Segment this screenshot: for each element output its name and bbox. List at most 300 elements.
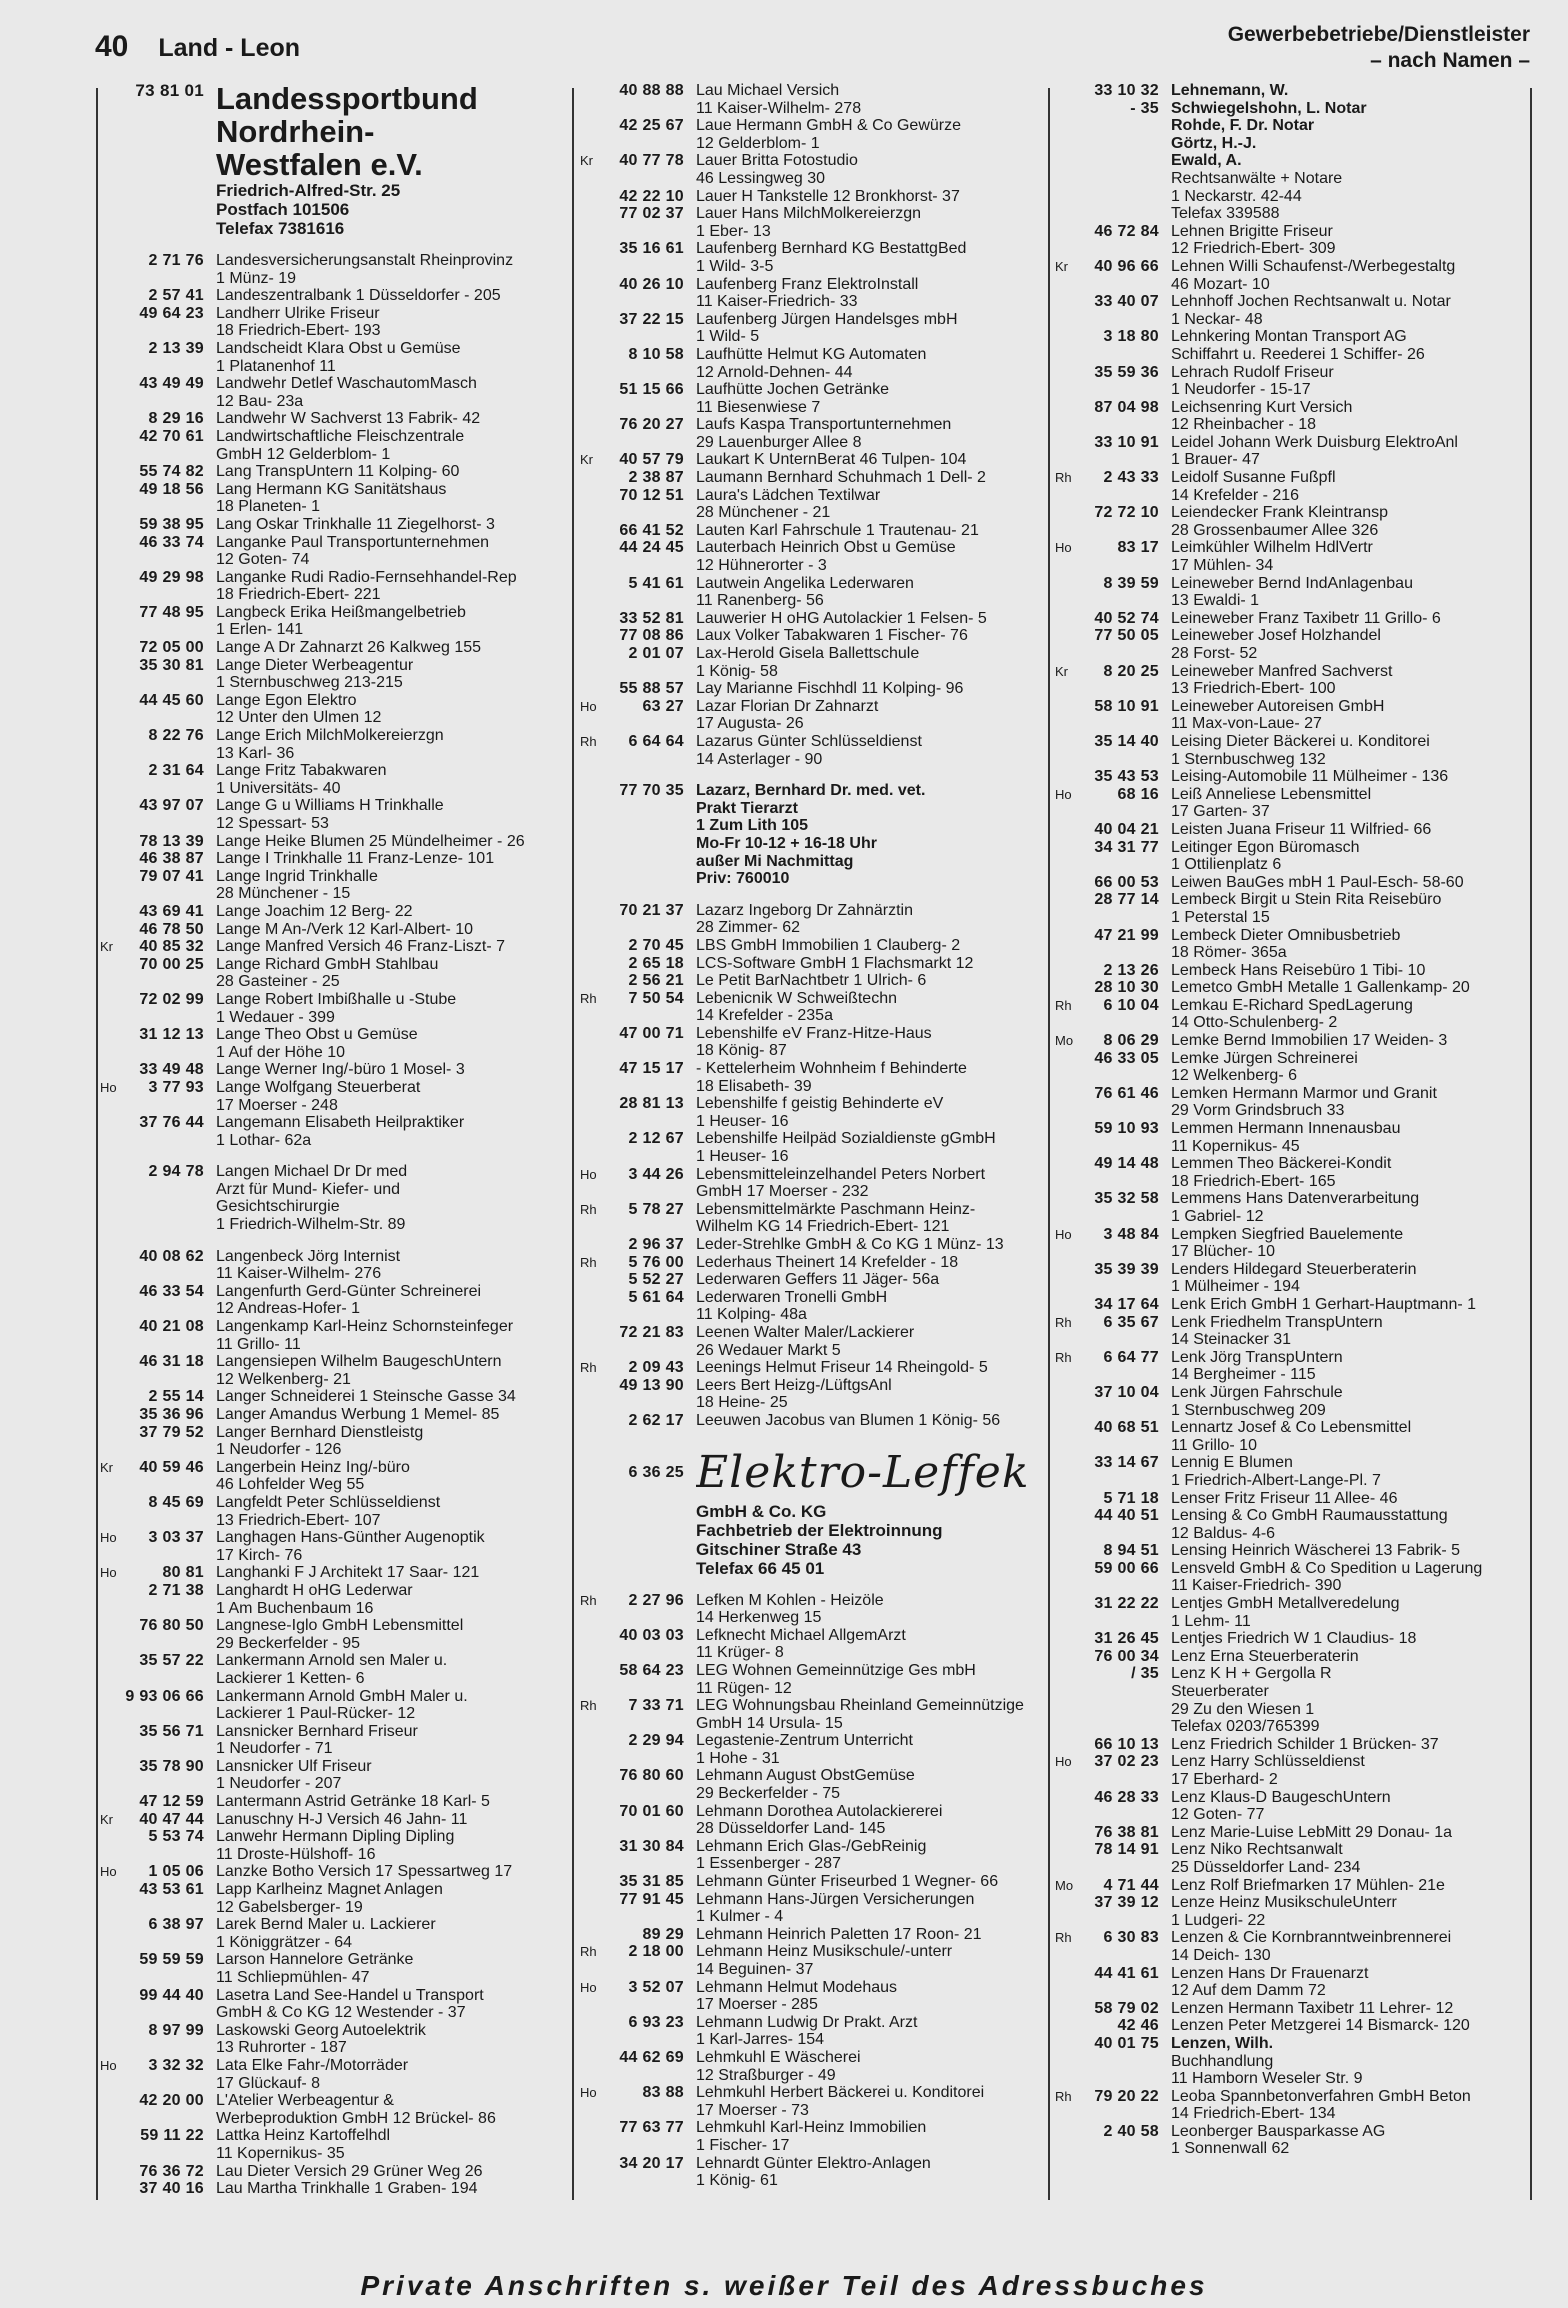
entry-name: Lange Theo Obst u Gemüse (216, 1026, 418, 1044)
entry-name: Leimkühler Wilhelm HdlVertr (1171, 539, 1373, 557)
phone-number: 5 76 00 (628, 1253, 684, 1271)
phone-number: 33 10 32 (1094, 82, 1159, 99)
district-code: Rh (1055, 470, 1072, 486)
phone-number: 58 64 23 (619, 1661, 684, 1679)
district-code (1055, 1120, 1077, 1155)
entry-name: Laufhütte Helmut KG Automaten (696, 345, 927, 363)
directory-entry (1055, 1841, 1535, 1876)
phone-number: 31 30 84 (619, 1837, 684, 1855)
phone-number: 37 22 15 (619, 310, 684, 328)
entry-detail: GmbH 17 Moerser - 232 (696, 1183, 869, 1201)
entry-detail: 1 Mülheimer - 194 (1171, 1278, 1300, 1296)
entry-name: Lensing & Co GmbH Raumausstattung (1171, 1507, 1448, 1525)
directory-entry (580, 1060, 1050, 1095)
entry-detail: 11 Kaiser-Friedrich- 33 (696, 293, 858, 311)
entry-name: Langerbein Heinz Ing/-büro (216, 1458, 410, 1476)
directory-entry (1055, 293, 1535, 328)
entry-detail: 12 Auf dem Damm 72 (1171, 1982, 1326, 2000)
phone-number: 2 27 96 (628, 1591, 684, 1609)
entry-name: Leidolf Susanne Fußpfl (1171, 469, 1336, 487)
entry-name: Lange Joachim 12 Berg- 22 (216, 902, 413, 920)
phone-number: 76 00 34 (1094, 1647, 1159, 1665)
phone-number: 66 41 52 (619, 521, 684, 539)
entry-list (1055, 82, 1535, 2158)
phone-number: 6 35 67 (1103, 1313, 1159, 1331)
district-code (1055, 1384, 1077, 1419)
directory-column-1 (100, 82, 570, 2202)
district-code (1055, 1454, 1077, 1489)
directory-entry (580, 117, 1050, 152)
directory-entry (1055, 891, 1535, 926)
entry-detail: 11 Kaiser-Wilhelm- 276 (216, 1265, 382, 1283)
entry-name: Leising Dieter Bäckerei u. Konditorei (1171, 732, 1430, 750)
phone-number: 49 64 23 (139, 304, 204, 322)
entry-name: Langen Michael Dr Dr med (216, 1163, 408, 1181)
directory-entry (1055, 328, 1535, 363)
directory-entry (1055, 1595, 1535, 1630)
district-code (580, 645, 602, 680)
directory-entry (580, 627, 1050, 645)
district-code (1055, 2035, 1077, 2053)
district-code (100, 1248, 122, 1283)
entry-detail: 11 Ranenberg- 56 (696, 592, 824, 610)
entry-detail: 11 Hamborn Weseler Str. 9 (1171, 2070, 1363, 2088)
entry-detail: 13 Karl- 36 (216, 744, 295, 762)
entry-detail: 11 Kopernikus- 35 (216, 2144, 345, 2162)
phone-number: 42 20 00 (139, 2092, 204, 2110)
entry-name: Lazar Florian Dr Zahnarzt (696, 697, 879, 715)
directory-entry (580, 2155, 1050, 2190)
entry-detail: Lackierer 1 Ketten- 6 (216, 1669, 365, 1687)
district-code: Rh (580, 1201, 597, 1217)
directory-entry (100, 938, 570, 956)
directory-entry (100, 1353, 570, 1388)
phone-number: 33 10 91 (1094, 433, 1159, 451)
entry-name: Langhanki F J Architekt 17 Saar- 121 (216, 1564, 480, 1582)
entry-name: Leenings Helmut Friseur 14 Rheingold- 5 (696, 1359, 988, 1377)
ad-address-line: Friedrich-Alfred-Str. 25 (216, 181, 401, 200)
directory-entry (1055, 539, 1535, 574)
phone-number: 6 30 83 (1103, 1929, 1159, 1947)
directory-entry (580, 381, 1050, 416)
phone-number: 35 14 40 (1094, 732, 1159, 750)
entry-detail: 13 Ruhrorter - 187 (216, 2039, 347, 2057)
entry-detail: 1 Am Buchenbaum 16 (216, 1599, 374, 1617)
entry-name: Lange Ingrid Trinkhalle (216, 867, 378, 885)
entry-name: Lange Fritz Tabakwaren (216, 762, 387, 780)
directory-entry (100, 1529, 570, 1564)
directory-entry (1055, 1314, 1535, 1349)
phone-number: 49 18 56 (139, 480, 204, 498)
directory-entry (100, 1388, 570, 1406)
entry-detail: Steuerberater (1171, 1683, 1269, 1701)
entry-detail: GmbH & Co KG 12 Westender - 37 (216, 2004, 466, 2022)
directory-entry (1055, 82, 1535, 100)
entry-detail: 17 Moerser - 248 (216, 1096, 338, 1114)
entry-name: Lemmens Hans Datenverarbeitung (1171, 1190, 1420, 1208)
entry-name: LBS GmbH Immobilien 1 Clauberg- 2 (696, 936, 961, 954)
directory-entry (100, 868, 570, 903)
phone-number: 77 63 77 (619, 2119, 684, 2137)
district-code (100, 1723, 122, 1758)
entry-name: Lehmann Helmut Modehaus (696, 1978, 898, 1996)
phone-number: 8 20 25 (1103, 662, 1159, 680)
directory-entry (1055, 1824, 1535, 1842)
entry-detail: 18 König- 87 (696, 1042, 787, 1060)
directory-entry (100, 1079, 570, 1114)
entry-name: Lange I Trinkhalle 11 Franz-Lenze- 101 (216, 850, 495, 868)
entry-detail: 12 Hühnerorter - 3 (696, 557, 827, 575)
entry-name: Langnese-Iglo GmbH Lebensmittel (216, 1617, 464, 1635)
phone-number: 2 65 18 (628, 954, 684, 972)
district-code (100, 868, 122, 903)
directory-entry (580, 205, 1050, 240)
entry-name: Rechtsanwälte + Notare (1171, 169, 1343, 187)
page-place: Land - Leon (158, 34, 301, 62)
ad-address-line: Telefax 7381616 (216, 219, 345, 238)
directory-entry (100, 1564, 570, 1582)
phone-number: 70 00 25 (139, 955, 204, 973)
directory-entry (1055, 927, 1535, 962)
entry-name: Lempken Siegfried Bauelemente (1171, 1225, 1404, 1243)
entry-name: Lasetra Land See-Handel u Transport (216, 1986, 484, 2004)
entry-detail: 12 Rheinbacher - 18 (1171, 416, 1316, 434)
phone-number: 40 85 32 (139, 938, 204, 956)
entry-name: Lange Robert Imbißhalle u -Stube (216, 990, 457, 1008)
ad-name-line: Westfalen e.V. (216, 147, 423, 182)
entry-detail: 1 Friedrich-Albert-Lange-Pl. 7 (1171, 1471, 1381, 1489)
district-code (100, 1987, 122, 2022)
directory-entry (100, 1916, 570, 1951)
phone-number: 47 21 99 (1094, 926, 1159, 944)
district-code (580, 2155, 602, 2190)
district-code (1055, 223, 1077, 258)
directory-entry (580, 1324, 1050, 1359)
phone-number: 49 14 48 (1094, 1155, 1159, 1173)
entry-detail: 28 Grossenbaumer Allee 326 (1171, 521, 1379, 539)
entry-detail: 1 Neckarstr. 42-44 (1171, 187, 1302, 205)
phone-number: 8 06 29 (1103, 1032, 1159, 1050)
directory-entry (580, 1803, 1050, 1838)
entry-detail: 29 Beckerfelder - 95 (216, 1634, 361, 1652)
entry-detail: 1 Brauer- 47 (1171, 451, 1260, 469)
directory-entry (1055, 1648, 1535, 1666)
entry-name: Langenbeck Jörg Internist (216, 1247, 401, 1265)
column-rule (572, 88, 574, 2200)
directory-entry (100, 252, 570, 287)
district-code (1055, 891, 1077, 926)
entry-detail: 18 Römer- 365a (1171, 944, 1287, 962)
entry-detail: 1 Peterstal 15 (1171, 908, 1270, 926)
directory-entry (100, 1283, 570, 1318)
entry-detail: 28 Gasteiner - 25 (216, 973, 340, 991)
entry-name: LEG Wohnungsbau Rheinland Gemeinnützige (696, 1697, 1024, 1715)
directory-entry (580, 539, 1050, 574)
phone-number: 3 44 26 (628, 1165, 684, 1183)
phone-number: 2 29 94 (628, 1732, 684, 1750)
entry-detail: 14 Steinacker 31 (1171, 1331, 1292, 1349)
district-code (1055, 1736, 1077, 1754)
phone-number: 46 33 54 (139, 1282, 204, 1300)
phone-number: 34 31 77 (1094, 838, 1159, 856)
entry-name: Lankermann Arnold GmbH Maler u. (216, 1687, 468, 1705)
directory-entry (100, 850, 570, 868)
phone-number: 70 01 60 (619, 1802, 684, 1820)
entry-detail: 1 Münz- 19 (216, 269, 297, 287)
entry-detail: 1 Wild- 3-5 (696, 257, 774, 275)
entry-detail: 1 Fischer- 17 (696, 2136, 790, 2154)
ad-address-line: Postfach 101506 (216, 200, 350, 219)
phone-number: 42 22 10 (619, 187, 684, 205)
district-code (100, 1951, 122, 1986)
entry-name: Laufenberg Franz ElektroInstall (696, 275, 919, 293)
phone-number: 44 24 45 (619, 539, 684, 557)
phone-number: 59 38 95 (139, 515, 204, 533)
phone-number: 40 88 88 (619, 82, 684, 99)
entry-name: Lange Erich MilchMolkereierzgn (216, 727, 444, 745)
entry-detail: 28 Münchener - 15 (216, 885, 351, 903)
entry-detail: 14 Beguinen- 37 (696, 1961, 814, 1978)
entry-detail: 13 Friedrich-Ebert- 107 (216, 1511, 381, 1529)
entry-name: Larek Bernd Maler u. Lackierer (216, 1916, 436, 1934)
phone-number: 40 57 79 (619, 451, 684, 469)
entry-detail: 1 Friedrich-Wilhelm-Str. 89 (216, 1216, 406, 1234)
directory-entry (580, 1412, 1050, 1430)
phone-number: 35 16 61 (619, 240, 684, 258)
entry-name: Lenders Hildegard Steuerberaterin (1171, 1260, 1417, 1278)
phone-number: 3 03 37 (148, 1529, 204, 1547)
directory-entry (1055, 1226, 1535, 1261)
district-code (1055, 1542, 1077, 1560)
phone-number: 42 46 (1117, 2017, 1159, 2035)
entry-name: Langemann Elisabeth Heilpraktiker (216, 1114, 465, 1132)
entry-detail: 11 Grillo- 11 (216, 1335, 301, 1353)
entry-name: Lehmkuhl Karl-Heinz Immobilien (696, 2119, 927, 2137)
phone-number: 40 21 08 (139, 1318, 204, 1336)
phone-number: 35 78 90 (139, 1757, 204, 1775)
district-code (1055, 82, 1077, 100)
spacer (580, 888, 1050, 902)
directory-entry (580, 1025, 1050, 1060)
entry-detail: 18 Planeten- 1 (216, 498, 321, 516)
phone-number: 6 36 25 (628, 1463, 684, 1481)
district-code (100, 516, 122, 534)
entry-name: Lensveld GmbH & Co Spedition u Lagerung (1171, 1559, 1483, 1577)
directory-entry (1055, 1454, 1535, 1489)
entry-detail: 18 Elisabeth- 39 (696, 1077, 812, 1095)
directory-entry (1055, 1753, 1535, 1788)
district-code (1055, 1648, 1077, 1666)
district-code (580, 381, 602, 416)
directory-entry (580, 1359, 1050, 1377)
phone-number: 1 05 06 (148, 1863, 204, 1881)
entry-name: Lehnkering Montan Transport AG (1171, 328, 1407, 346)
phone-number: 80 81 (162, 1564, 204, 1582)
phone-number: 76 80 50 (139, 1617, 204, 1635)
district-code (580, 972, 602, 990)
phone-number: 6 93 23 (628, 2013, 684, 2031)
district-code (580, 680, 602, 698)
phone-number: 7 33 71 (628, 1697, 684, 1715)
entry-name: Lenzen Hans Dr Frauenarzt (1171, 1964, 1369, 1982)
entry-name: Lehmann Günter Friseurbed 1 Wegner- 66 (696, 1873, 999, 1891)
district-code (1055, 962, 1077, 980)
phone-number: 2 43 33 (1103, 469, 1159, 487)
phone-number: 33 40 07 (1094, 293, 1159, 311)
phone-number: 31 12 13 (139, 1026, 204, 1044)
phone-number: 76 61 46 (1094, 1084, 1159, 1102)
phone-number: 44 41 61 (1094, 1964, 1159, 1982)
directory-entry (100, 991, 570, 1026)
directory-entry (580, 1201, 1050, 1236)
directory-entry (100, 1863, 570, 1881)
entry-name: Lederhaus Theinert 14 Krefelder - 18 (696, 1253, 959, 1271)
district-code (100, 1026, 122, 1061)
directory-entry (580, 82, 1050, 117)
phone-number: 4 71 44 (1103, 1876, 1159, 1894)
directory-entry (1055, 1789, 1535, 1824)
phone-number: 35 31 85 (619, 1873, 684, 1891)
entry-name: Lehmann August ObstGemüse (696, 1767, 915, 1785)
district-code: Ho (100, 1864, 117, 1880)
district-code (100, 1353, 122, 1388)
entry-name: Lankermann Arnold sen Maler u. (216, 1652, 448, 1670)
district-code (580, 188, 602, 206)
entry-detail: 29 Lauenburger Allee 8 (696, 433, 862, 451)
directory-entry (580, 522, 1050, 540)
entry-name: Leitinger Egon Büromasch (1171, 838, 1360, 856)
entry-name: Lange M An-/Verk 12 Karl-Albert- 10 (216, 920, 474, 938)
entry-detail: 1 Neudorfer - 126 (216, 1441, 342, 1459)
entry-name: Lensing Heinrich Wäscherei 13 Fabrik- 5 (1171, 1542, 1461, 1560)
district-code (1055, 1560, 1077, 1595)
district-code: Kr (100, 1811, 113, 1827)
district-code: Rh (580, 1592, 597, 1608)
phone-number: 59 00 66 (1094, 1559, 1159, 1577)
entry-detail: 12 Welkenberg- 21 (216, 1370, 351, 1388)
district-code (580, 346, 602, 381)
directory-entry (1055, 1384, 1535, 1419)
phone-number: 42 70 61 (139, 427, 204, 445)
entry-detail: 12 Unter den Ulmen 12 (216, 709, 382, 727)
entry-detail: 1 Sonnenwall 62 (1171, 2140, 1290, 2158)
entry-name: Lederwaren Tronelli GmbH (696, 1288, 888, 1306)
entry-detail: 12 Spessart- 53 (216, 815, 329, 832)
district-code: Mo (1055, 1033, 1074, 1049)
entry-detail: 25 Düsseldorfer Land- 234 (1171, 1858, 1361, 1876)
entry-name: Lapp Karlheinz Magnet Anlagen (216, 1881, 443, 1899)
phone-number: 46 33 05 (1094, 1049, 1159, 1067)
entry-detail: 18 Friedrich-Ebert- 221 (216, 586, 381, 604)
district-code (100, 428, 122, 463)
entry-name: Lang Oskar Trinkhalle 11 Ziegelhorst- 3 (216, 515, 495, 533)
directory-entry (1055, 1349, 1535, 1384)
directory-entry (1055, 1050, 1535, 1085)
entry-name: Lehrach Rudolf Friseur (1171, 363, 1334, 381)
phone-number: 6 64 64 (628, 732, 684, 750)
directory-entry (1055, 979, 1535, 997)
entry-name: Lange Richard GmbH Stahlbau (216, 955, 439, 973)
phone-number: 73 81 01 (135, 82, 204, 100)
directory-entry (100, 727, 570, 762)
directory-entry (580, 2084, 1050, 2119)
entry-detail: 1 Königgrätzer - 64 (216, 1933, 353, 1951)
entry-detail: 28 Forst- 52 (1171, 645, 1258, 662)
district-code: Kr (100, 939, 113, 955)
directory-entry (1055, 504, 1535, 539)
phone-number: 77 70 35 (619, 782, 684, 800)
phone-number: 66 00 53 (1094, 873, 1159, 891)
directory-entry (1055, 364, 1535, 399)
directory-entry (1055, 1894, 1535, 1929)
entry-name: Buchhandlung (1171, 2052, 1274, 2070)
district-code: Rh (580, 1254, 597, 1270)
spacer (100, 1149, 570, 1163)
district-code (100, 481, 122, 516)
entry-name: Lange Werner Ing/-büro 1 Mosel- 3 (216, 1061, 465, 1079)
directory-entry (1055, 1032, 1535, 1050)
entry-name: Lau Dieter Versich 29 Grüner Weg 26 (216, 2162, 483, 2180)
entry-name: Lebenshilfe f geistig Behinderte eV (696, 1095, 944, 1113)
ad-line: GmbH & Co. KG (696, 1501, 827, 1521)
directory-entry (1055, 663, 1535, 698)
entry-name: Landesversicherungsanstalt Rheinprovinz (216, 252, 514, 269)
district-code (580, 522, 602, 540)
district-code: Ho (100, 1565, 117, 1581)
district-code (100, 1318, 122, 1353)
district-code (100, 287, 122, 305)
phone-number: - 35 (1130, 99, 1159, 117)
directory-entry (580, 1873, 1050, 1891)
entry-detail: 12 Friedrich-Ebert- 309 (1171, 240, 1336, 258)
phone-number: 28 77 14 (1094, 891, 1159, 909)
district-code (580, 117, 602, 152)
directory-entry (100, 463, 570, 481)
entry-name: Lenze Heinz MusikschuleUnterr (1171, 1894, 1397, 1912)
district-code (100, 991, 122, 1026)
district-code (580, 1891, 602, 1926)
phone-number: 2 62 17 (628, 1411, 684, 1429)
district-code (580, 1324, 602, 1359)
phone-number: 77 91 45 (619, 1890, 684, 1908)
entry-name: Lebenicnik W Schweißtechn (696, 989, 897, 1007)
entry-detail: 11 Kaiser-Wilhelm- 278 (696, 99, 862, 117)
directory-entry (100, 921, 570, 939)
district-code (1055, 927, 1077, 962)
district-code (1055, 364, 1077, 399)
directory-entry (100, 1424, 570, 1459)
directory-entry (1055, 1665, 1535, 1735)
district-code (580, 416, 602, 451)
entry-detail: 1 Universitäts- 40 (216, 779, 341, 797)
directory-entry (580, 487, 1050, 522)
directory-entry (580, 937, 1050, 955)
ad-name-line: Nordrhein- (216, 114, 375, 149)
entry-name: Langer Schneiderei 1 Steinsche Gasse 34 (216, 1388, 516, 1406)
directory-entry (1055, 1560, 1535, 1595)
entry-detail: 28 Münchener - 21 (696, 504, 831, 522)
phone-number: 8 45 69 (148, 1493, 204, 1511)
district-code (580, 82, 602, 117)
directory-entry (100, 1617, 570, 1652)
directory-entry (100, 2180, 570, 2198)
entry-detail: Werbeproduktion GmbH 12 Brückel- 86 (216, 2109, 496, 2127)
entry-name: LCS-Software GmbH 1 Flachsmarkt 12 (696, 954, 974, 972)
entry-name: Lehnen Willi Schaufenst-/Werbegestaltg (1171, 257, 1456, 275)
entry-detail: 17 Moerser - 73 (696, 2101, 809, 2119)
phone-number: 72 72 10 (1094, 504, 1159, 522)
district-code (100, 850, 122, 868)
